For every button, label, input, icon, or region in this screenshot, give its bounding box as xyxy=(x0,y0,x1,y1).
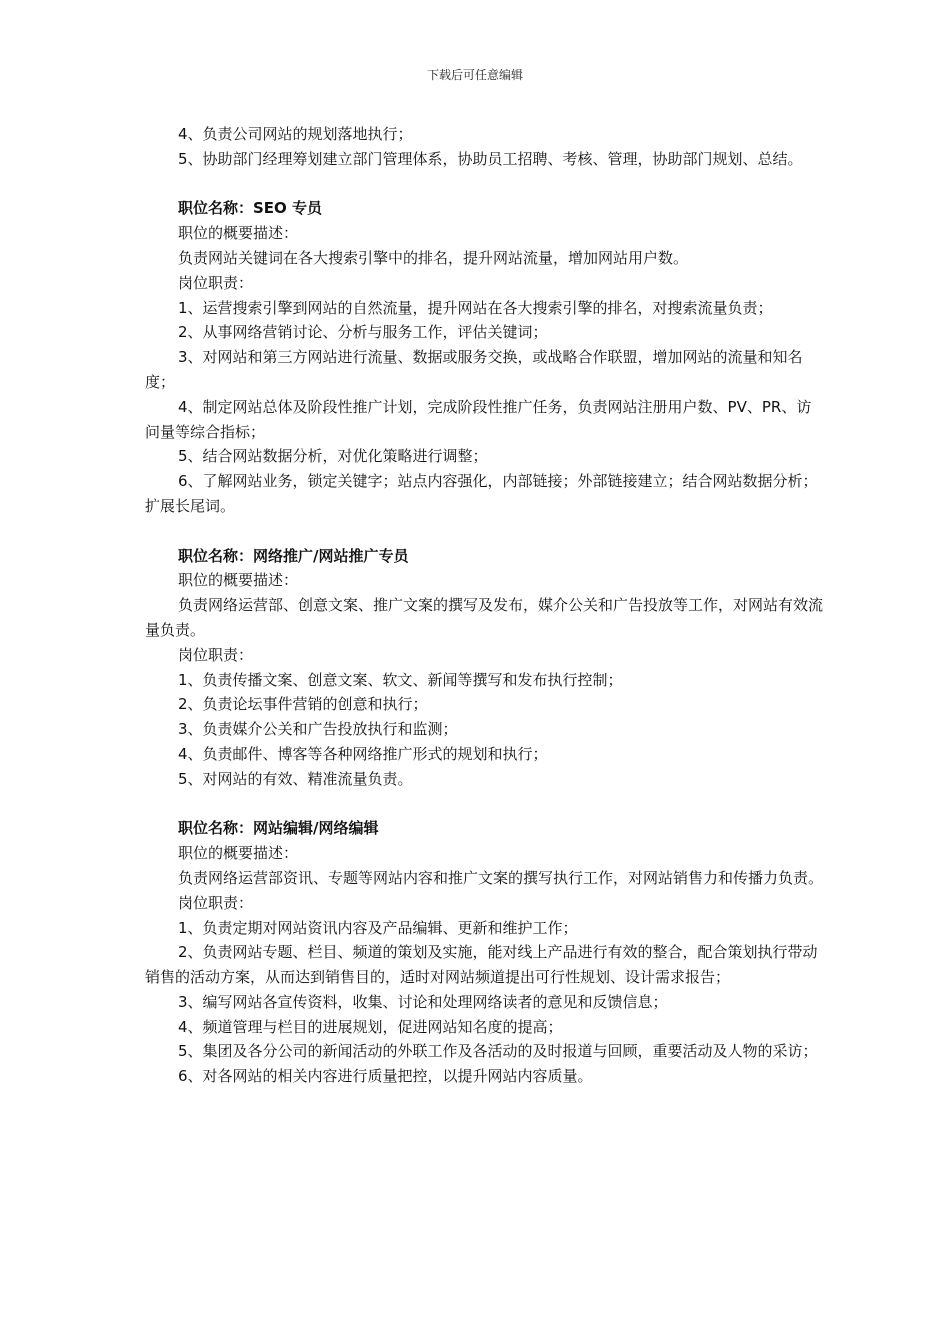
section-title: 职位名称：网络推广/网站推广专员 xyxy=(178,546,409,565)
duty-item: 4、频道管理与栏目的进展规划，促进网站知名度的提高； xyxy=(178,1017,563,1036)
duty-item: 5、集团及各分公司的新闻活动的外联工作及各活动的及时报道与回顾，重要活动及人物的采访； xyxy=(178,1042,818,1061)
intro-item: 4、负责公司网站的规划落地执行； xyxy=(178,125,413,143)
section-desc: 负责网站关键词在各大搜索引擎中的排名，提升网站流量，增加网站用户数。 xyxy=(178,248,689,267)
duty-item: 3、编写网站各宣传资料，收集、讨论和处理网络读者的意见和反馈信息； xyxy=(178,992,668,1011)
section-desc-label: 职位的概要描述： xyxy=(178,571,299,590)
duty-item: 5、结合网站数据分析，对优化策略进行调整； xyxy=(178,447,488,466)
duty-item: 3、对网站和第三方网站进行流量、数据或服务交换，或战略合作联盟，增加网站的流量和知名度； xyxy=(145,348,803,391)
duty-item: 6、对各网站的相关内容进行质量把控，以提升网站内容质量。 xyxy=(178,1067,593,1086)
duty-item: 1、运营搜索引擎到网站的自然流量，提升网站在各大搜索引擎的排名，对搜索流量负责； xyxy=(178,298,773,317)
section-duty-label: 岗位职责： xyxy=(178,645,254,664)
section-desc: 负责网络运营部资讯、专题等网站内容和推广文案的撰写执行工作，对网站销售力和传播力负责。 xyxy=(178,868,824,887)
duty-item: 1、负责传播文案、创意文案、软文、新闻等撰写和发布执行控制； xyxy=(178,670,623,689)
duty-item: 2、负责论坛事件营销的创意和执行； xyxy=(178,695,428,714)
duty-item: 5、对网站的有效、精准流量负责。 xyxy=(178,769,413,788)
section-duty-label: 岗位职责： xyxy=(178,893,254,912)
section-desc-label: 职位的概要描述： xyxy=(178,844,299,863)
section-desc: 负责网络运营部、创意文案、推广文案的撰写及发布，媒介公关和广告投放等工作，对网站有效流量负责。 xyxy=(145,596,824,639)
duty-item: 4、制定网站总体及阶段性推广计划，完成阶段性推广任务，负责网站注册用户数、PV、PR、访问量等综合指标； xyxy=(145,397,812,441)
intro-item: 5、协助部门经理筹划建立部门管理体系，协助员工招聘、考核、管理，协助部门规划、总结。 xyxy=(178,149,803,168)
duty-item: 1、负责定期对网站资讯内容及产品编辑、更新和维护工作； xyxy=(178,918,578,937)
page-header: 下载后可任意编辑 xyxy=(426,68,523,82)
duty-item: 2、从事网络营销讨论、分析与服务工作，评估关键词； xyxy=(178,323,548,342)
duty-item: 2、负责网站专题、栏目、频道的策划及实施，能对线上产品进行有效的整合，配合策划执行带动销售的活动方案，从而达到销售目的，适时对网站频道提出可行性规划、设计需求报告； xyxy=(145,943,818,987)
duty-item: 3、负责媒介公关和广告投放执行和监测； xyxy=(178,720,458,739)
duty-item: 4、负责邮件、博客等各种网络推广形式的规划和执行； xyxy=(178,744,548,763)
document-body xyxy=(145,122,825,1089)
section-duty-label: 岗位职责： xyxy=(178,273,254,292)
section-title: 职位名称：SEO 专员 xyxy=(178,199,323,218)
section-desc-label: 职位的概要描述： xyxy=(178,224,299,243)
duty-item: 6、了解网站业务，锁定关键字；站点内容强化，内部链接；外部链接建立；结合网站数据分析；扩展长尾词。 xyxy=(145,472,818,515)
section-title: 职位名称：网站编辑/网络编辑 xyxy=(178,819,379,838)
